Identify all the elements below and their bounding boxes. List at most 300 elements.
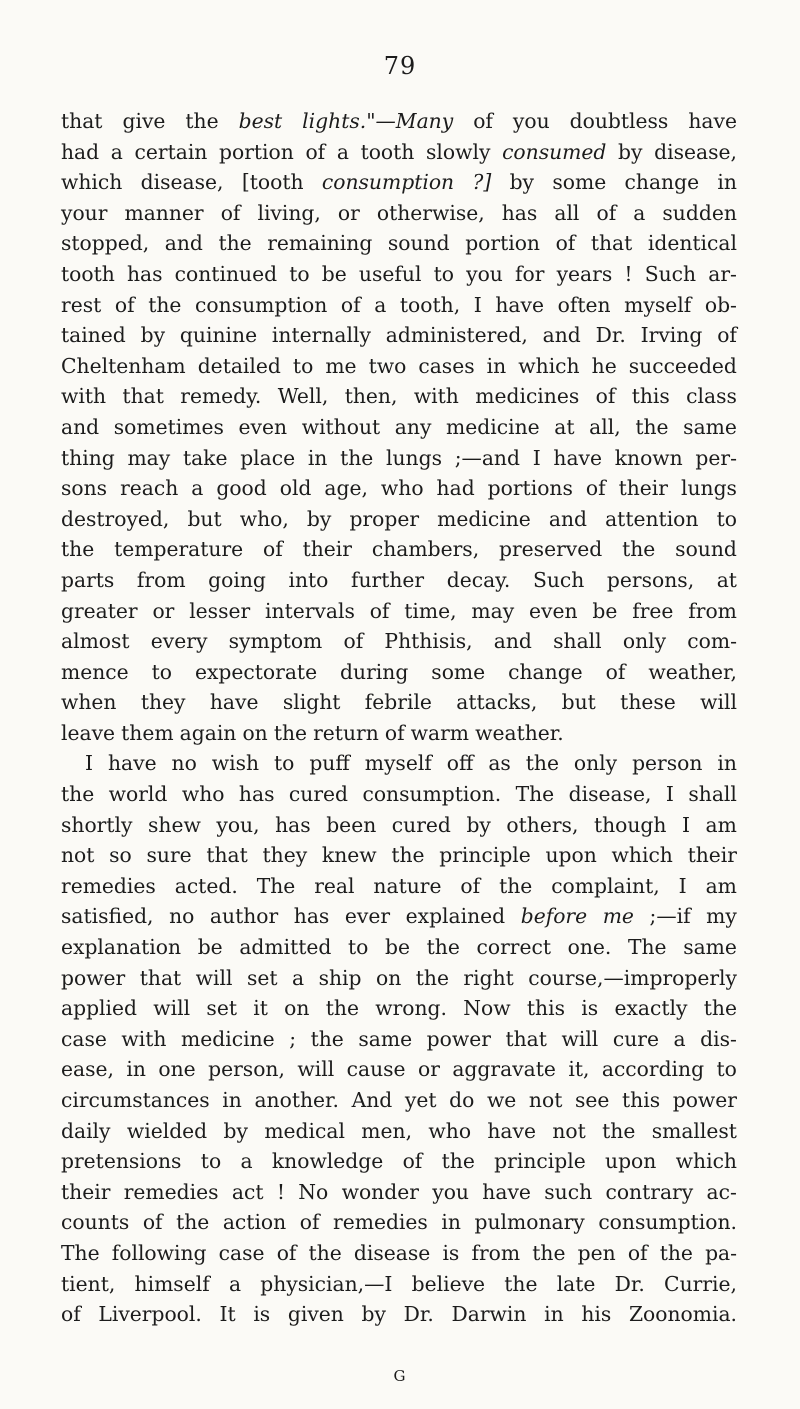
word: according — [601, 1057, 705, 1082]
word: pen — [577, 1240, 616, 1265]
word: no — [169, 904, 195, 929]
word: the — [659, 1240, 693, 1265]
word: we — [486, 1088, 517, 1112]
word: he — [591, 353, 617, 378]
word: consumption. — [362, 782, 502, 807]
text-line — [61, 901, 737, 932]
word: same — [358, 1026, 413, 1051]
word: the — [635, 414, 669, 439]
word: and — [493, 629, 532, 654]
word: same — [683, 414, 737, 439]
word: give — [122, 109, 166, 133]
word: only — [573, 751, 618, 776]
word: remedies — [123, 1179, 219, 1204]
word: tained — [61, 323, 126, 348]
word: act — [231, 1179, 264, 1204]
word: me — [325, 353, 357, 378]
italic-word: lights."—Many — [302, 106, 453, 137]
word: ease, — [61, 1057, 114, 1082]
word: Darwin — [451, 1302, 527, 1327]
text-line — [61, 596, 737, 627]
text-line — [61, 259, 737, 290]
word: at — [554, 414, 575, 439]
page-number: 79 — [383, 52, 417, 80]
text-line — [61, 657, 737, 688]
word: the — [340, 445, 374, 470]
word: the — [532, 1240, 566, 1265]
text-line — [61, 198, 737, 229]
word: continued — [174, 261, 278, 286]
word: cure — [612, 1026, 659, 1051]
word: by — [466, 812, 491, 837]
word: with — [61, 384, 107, 409]
word: ac- — [706, 1179, 737, 1204]
word: mence — [61, 659, 129, 684]
word: circumstances — [61, 1088, 210, 1112]
word: the — [310, 1026, 344, 1051]
word: of — [595, 384, 616, 409]
word: by — [306, 506, 332, 531]
word: shew — [148, 812, 201, 837]
word: person, — [208, 1057, 285, 1082]
word: symptom — [228, 629, 323, 654]
word: to — [274, 751, 295, 776]
word: disease — [353, 1240, 431, 1265]
word: further — [350, 567, 425, 592]
word: or — [418, 1057, 440, 1082]
word: again — [179, 720, 237, 745]
word: any — [394, 414, 432, 439]
word: of — [276, 1240, 297, 1265]
word: you — [432, 1179, 469, 1204]
word: Such — [532, 567, 585, 592]
word: one. — [567, 935, 612, 960]
text-line — [61, 504, 737, 535]
word: in — [222, 1088, 242, 1112]
word: Phthisis, — [384, 629, 473, 654]
word: of — [220, 200, 241, 225]
word: medicine — [446, 414, 540, 439]
word: knew — [321, 843, 377, 868]
word: intervals — [265, 598, 355, 623]
word: others, — [506, 812, 579, 837]
word: that — [505, 1026, 547, 1051]
word: decay. — [446, 567, 511, 592]
word: of — [460, 873, 481, 898]
word: pretensions — [61, 1149, 182, 1174]
word: Such — [644, 261, 697, 286]
word: Dr. — [614, 1271, 645, 1296]
word: Currie, — [664, 1271, 737, 1296]
word: in — [486, 353, 507, 378]
word: cured — [391, 812, 451, 837]
word: The — [515, 782, 555, 807]
word: shall — [553, 629, 602, 654]
text-line — [61, 840, 737, 871]
word: of — [627, 1240, 648, 1265]
word: per- — [695, 445, 737, 470]
word: old — [279, 476, 312, 501]
word: internally — [271, 323, 371, 348]
word: sudden — [662, 200, 737, 225]
word: wish — [211, 751, 260, 776]
word: The — [256, 873, 296, 898]
word: lesser — [189, 598, 251, 623]
text-line — [61, 687, 737, 718]
word: I — [682, 812, 691, 837]
word: ; — [289, 1026, 297, 1051]
word: have — [495, 292, 544, 317]
word: set — [246, 965, 278, 990]
text-line — [61, 106, 737, 137]
word: some — [431, 659, 486, 684]
word: by — [223, 1118, 248, 1143]
text-line — [61, 779, 737, 810]
word: from — [688, 598, 737, 623]
word: portion — [219, 139, 294, 164]
word: Zoonomia. — [628, 1302, 737, 1327]
word: known — [614, 445, 683, 470]
word: the — [185, 109, 219, 133]
word: the — [504, 1271, 538, 1296]
italic-word: consumed — [502, 139, 607, 164]
word: has — [275, 812, 311, 837]
word: age, — [324, 476, 368, 501]
word: a — [374, 292, 387, 317]
word: is — [442, 1240, 460, 1265]
word: who, — [239, 506, 289, 531]
word: counts — [61, 1210, 130, 1235]
word: leave — [61, 720, 116, 745]
word: of — [369, 598, 390, 623]
word: not — [552, 1118, 586, 1143]
word: men, — [361, 1118, 413, 1143]
word: be — [197, 935, 223, 960]
word: the — [415, 965, 449, 990]
word: be — [592, 598, 618, 623]
word: physician,—I — [260, 1271, 393, 1296]
word: that — [206, 843, 248, 868]
word: years — [556, 261, 613, 286]
word: tooth — [360, 139, 415, 164]
word: I — [473, 292, 482, 317]
word: lungs — [386, 445, 443, 470]
word: disease, — [568, 782, 652, 807]
word: tient, — [61, 1271, 116, 1296]
word: administered, — [385, 323, 528, 348]
word: by — [361, 1302, 386, 1327]
word: No — [298, 1179, 329, 1204]
word: temperature — [114, 537, 244, 562]
word: another. — [254, 1088, 339, 1112]
word: into — [288, 567, 329, 592]
word: to — [151, 659, 173, 684]
word: in — [307, 445, 328, 470]
word: will — [700, 690, 737, 715]
text-line — [61, 1299, 737, 1330]
word: power — [61, 965, 126, 990]
word: contrary — [605, 1179, 694, 1204]
word: all — [554, 200, 580, 225]
word: wonder — [341, 1179, 419, 1204]
text-line — [61, 443, 737, 474]
word: their — [302, 537, 352, 562]
word: Well, — [277, 384, 329, 409]
word: may — [471, 598, 515, 623]
text-line — [61, 565, 737, 596]
word: set — [206, 996, 237, 1021]
word: has — [238, 782, 275, 807]
word: in — [544, 1302, 564, 1327]
word: pa- — [705, 1240, 737, 1265]
word: have — [209, 690, 259, 715]
text-line — [61, 963, 737, 994]
word: their — [687, 843, 737, 868]
body-text — [61, 106, 737, 1330]
word: The — [627, 935, 667, 960]
word: that — [122, 384, 164, 409]
word: And — [351, 1088, 393, 1112]
word: your — [61, 200, 108, 225]
word: to — [200, 1149, 222, 1174]
word: remaining — [267, 231, 373, 256]
word: to — [433, 261, 454, 286]
word: Cheltenham — [61, 353, 186, 378]
word: preserved — [499, 537, 603, 562]
word: wrong. — [375, 996, 447, 1021]
word: which — [675, 1149, 737, 1174]
word: almost — [61, 629, 130, 654]
word: such — [544, 1179, 593, 1204]
word: attacks, — [456, 690, 538, 715]
word: off — [446, 751, 474, 776]
word: place — [240, 445, 296, 470]
word: a — [240, 1149, 253, 1174]
word: myself — [364, 751, 432, 776]
word: to — [348, 935, 369, 960]
word: principle — [439, 843, 531, 868]
word: have — [553, 445, 603, 470]
word: you — [466, 261, 503, 286]
word: which — [61, 170, 123, 195]
word: often — [557, 292, 611, 317]
word: they — [262, 843, 308, 868]
word: exactly — [614, 996, 688, 1021]
text-line — [61, 626, 737, 657]
word: from — [136, 567, 186, 592]
word: I — [665, 782, 674, 807]
word: take — [182, 445, 228, 470]
word: of — [142, 1210, 163, 1235]
word: attention — [605, 506, 699, 531]
word: lungs — [680, 476, 737, 501]
word: the — [525, 751, 559, 776]
word: had — [61, 139, 100, 164]
word: daily — [61, 1118, 111, 1143]
text-line — [61, 228, 737, 259]
word: [tooth — [241, 170, 304, 195]
word: of — [555, 231, 576, 256]
word: smallest — [651, 1118, 737, 1143]
word: may — [127, 445, 171, 470]
word: at — [716, 567, 737, 592]
text-line — [61, 167, 737, 198]
word: of — [340, 292, 361, 317]
word: of — [305, 139, 326, 164]
text-line — [61, 137, 737, 168]
word: weather. — [475, 720, 564, 745]
word: complaint, — [551, 873, 660, 898]
word: action — [222, 1210, 287, 1235]
word: following — [111, 1240, 207, 1265]
text-line — [61, 1269, 737, 1300]
word: living, — [257, 200, 321, 225]
word: persons, — [606, 567, 695, 592]
word: expectorate — [194, 659, 318, 684]
word: Now — [463, 996, 511, 1021]
word: I — [532, 445, 541, 470]
word: and — [548, 506, 587, 531]
word: you, — [216, 812, 260, 837]
word: quinine — [179, 323, 258, 348]
word: and — [542, 323, 581, 348]
word: the — [325, 996, 359, 1021]
word: free — [632, 598, 674, 623]
italic-word: me — [602, 904, 634, 929]
word: has — [501, 200, 538, 225]
word: one — [158, 1057, 196, 1082]
word: who — [181, 782, 225, 807]
word: proper — [349, 506, 420, 531]
text-line — [61, 871, 737, 902]
word: though — [593, 812, 667, 837]
word: right — [463, 965, 514, 990]
word: a — [673, 1026, 686, 1051]
word: class — [686, 384, 737, 409]
word: of — [596, 200, 617, 225]
word: to — [292, 353, 314, 378]
word: of — [263, 537, 283, 562]
word: even — [238, 414, 288, 439]
word: have — [688, 109, 737, 133]
word: applied — [61, 996, 138, 1021]
word: knowledge — [271, 1149, 384, 1174]
word: the — [703, 996, 737, 1021]
word: of — [585, 476, 606, 501]
text-line — [61, 351, 737, 382]
word: their — [618, 476, 668, 501]
word: Irving — [640, 323, 703, 348]
word: to — [716, 506, 737, 531]
word: from — [471, 1240, 521, 1265]
word: chambers, — [371, 537, 480, 562]
word: medical — [264, 1118, 345, 1143]
word: I — [678, 873, 687, 898]
word: with — [413, 384, 459, 409]
word: ;—and — [454, 445, 520, 470]
word: given — [287, 1302, 344, 1327]
word: no — [171, 751, 197, 776]
word: case — [218, 1240, 265, 1265]
word: been — [326, 812, 377, 837]
word: am — [705, 873, 737, 898]
word: the — [218, 231, 252, 256]
word: the — [61, 537, 95, 562]
word: do — [449, 1088, 475, 1112]
word: medicine — [437, 506, 531, 531]
word: of — [114, 292, 135, 317]
word: has — [293, 904, 330, 929]
word: by — [618, 139, 643, 164]
text-line — [61, 993, 737, 1024]
word: correct — [476, 935, 551, 960]
word: and — [164, 231, 203, 256]
word: going — [208, 567, 266, 592]
word: nature — [373, 873, 442, 898]
word: thing — [61, 445, 115, 470]
word: com- — [687, 629, 737, 654]
word: is — [253, 1302, 271, 1327]
word: useful — [358, 261, 422, 286]
word: all, — [589, 414, 621, 439]
word: this — [526, 996, 565, 1021]
word: will — [195, 965, 233, 990]
word: a — [336, 139, 349, 164]
word: course,—improperly — [528, 965, 737, 990]
word: parts — [61, 567, 115, 592]
word: medicine — [181, 1026, 275, 1051]
word: remedies — [61, 873, 156, 898]
word: every — [150, 629, 208, 654]
text-line — [61, 1085, 737, 1116]
word: or — [152, 598, 175, 623]
word: the — [426, 935, 460, 960]
word: upon — [605, 1149, 657, 1174]
word: ."—Many — [359, 109, 454, 133]
italic-word: before — [520, 904, 588, 929]
word: have — [107, 751, 157, 776]
word: had — [436, 476, 475, 501]
word: a — [633, 200, 646, 225]
word: some — [552, 170, 607, 195]
word: cause — [346, 1057, 406, 1082]
word: which — [518, 353, 580, 378]
word: so — [109, 843, 132, 868]
word: identical — [647, 231, 737, 256]
word: that — [139, 965, 182, 990]
word: on — [375, 965, 402, 990]
text-line — [61, 810, 737, 841]
word: cases — [418, 353, 475, 378]
word: or — [337, 200, 360, 225]
word: of — [299, 1210, 320, 1235]
word: a — [110, 139, 123, 164]
word: the — [61, 782, 95, 807]
word: who — [380, 476, 424, 501]
word: himself — [134, 1271, 210, 1296]
word: them — [121, 720, 174, 745]
word: puff — [309, 751, 350, 776]
word: that — [590, 231, 633, 256]
word: remedies — [333, 1210, 428, 1235]
word: but — [561, 690, 596, 715]
word: that — [61, 109, 103, 133]
word: in — [126, 1057, 146, 1082]
word: in — [441, 1210, 461, 1235]
word: to — [289, 261, 310, 286]
word: of — [384, 720, 405, 745]
word: sound — [675, 537, 737, 562]
